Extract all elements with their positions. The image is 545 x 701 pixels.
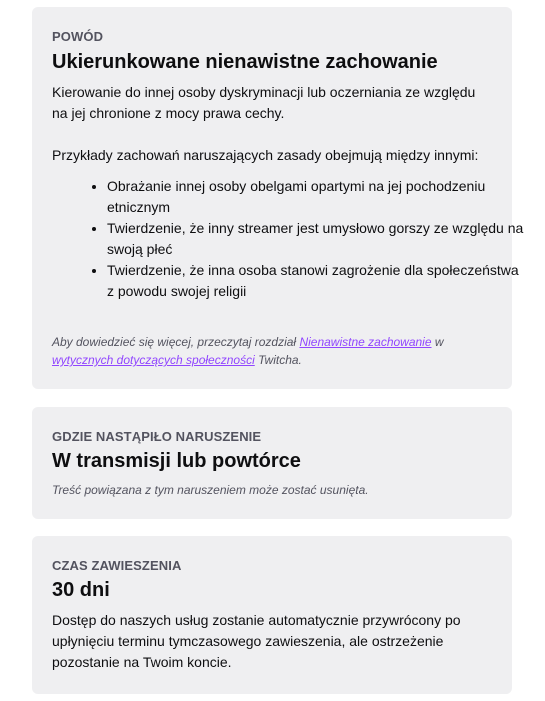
list-item: • Obrażanie innej osoby obelgami opartymi na jej pochodzeniu etnicznym [107, 176, 527, 218]
note-prefix: Aby dowiedzieć się więcej, przeczytaj rozdział [52, 335, 300, 349]
duration-card [32, 536, 512, 694]
note-middle: w [431, 335, 444, 349]
reason-card [32, 7, 524, 389]
community-guidelines-link[interactable]: wytycznych dotyczących społeczności [52, 353, 255, 367]
where-title: W transmisji lub powtórce [52, 450, 301, 472]
hateful-conduct-link[interactable]: Nienawistne zachowanie [299, 335, 432, 349]
guidelines-note [52, 333, 492, 369]
duration-description: Dostęp do naszych usług zostanie automatycznie przywrócony po upłynięciu terminu tymczasowego zawieszenia, ale ostrzeżenie pozostanie na Twoim koncie. [52, 612, 461, 670]
list-item: • Twierdzenie, że inny streamer jest umysłowo gorszy ze względu na swoją płeć [107, 218, 527, 260]
duration-title: 30 dni [52, 579, 110, 601]
where-note: Treść powiązana z tym naruszeniem może zostać usunięta. [52, 483, 369, 497]
reason-title: Ukierunkowane nienawistne zachowanie [52, 51, 438, 73]
reason-label: POWÓD [52, 29, 104, 44]
duration-label: CZAS ZAWIESZENIA [52, 558, 182, 573]
where-card [32, 407, 512, 519]
examples-intro: Przykłady zachowań naruszających zasady obejmują między innymi: [52, 147, 479, 163]
where-label: GDZIE NASTĄPIŁO NARUSZENIE [52, 429, 262, 444]
examples-list [52, 176, 527, 302]
note-suffix: Twitcha. [254, 353, 302, 367]
reason-description: Kierowanie do innej osoby dyskryminacji lub oczerniania ze względu na jej chronione z mocy prawa cechy. [52, 84, 476, 121]
list-item: • Twierdzenie, że inna osoba stanowi zagrożenie dla społeczeństwa z powodu swojej religii [107, 260, 527, 302]
